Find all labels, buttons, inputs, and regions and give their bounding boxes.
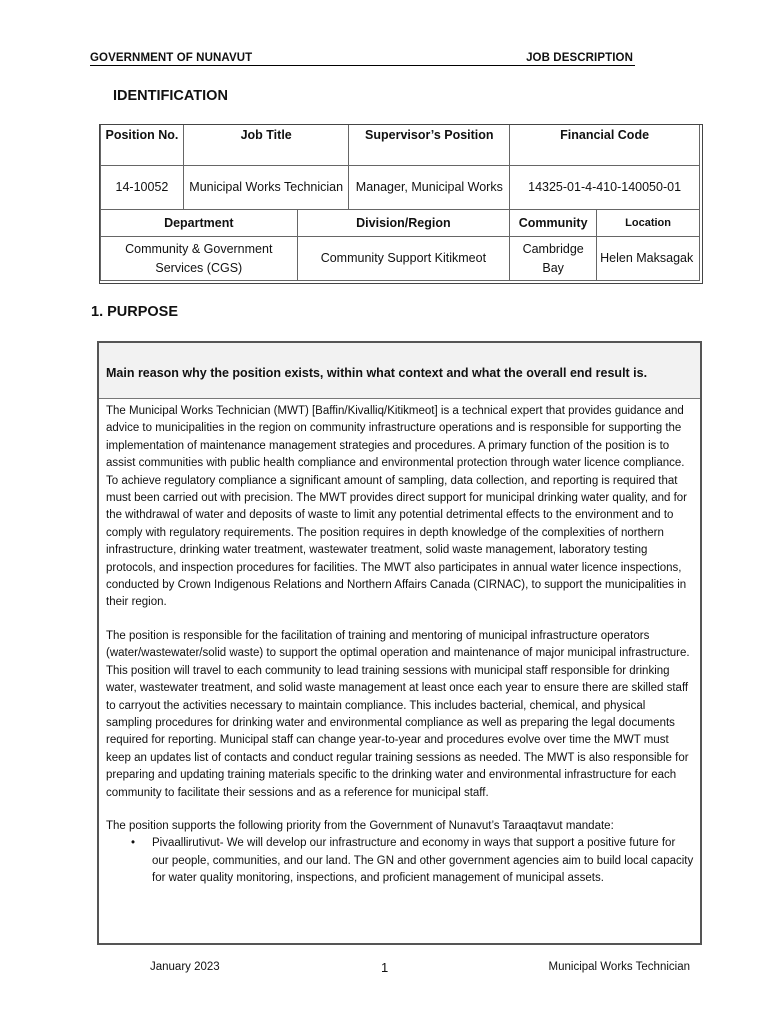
list-item-text: Pivaallirutivut- We will develop our infrastructure and economy in ways that support a positive future for our people, communities, and our land. The GN and other government agencies aim to build local capacity for water quality monitoring, inspections, and proficient management of municipal assets. — [152, 837, 694, 885]
footer-page-number: 1 — [381, 960, 389, 975]
header-document-type: JOB DESCRIPTION — [526, 52, 633, 64]
community-value: Cambridge Bay — [510, 237, 597, 281]
job-title-header: Job Title — [183, 125, 349, 166]
bullet-icon: • — [131, 837, 136, 850]
department-header: Department — [101, 210, 298, 237]
page-header — [90, 48, 635, 66]
identification-title: IDENTIFICATION — [113, 88, 228, 104]
purpose-title: 1. PURPOSE — [91, 304, 179, 320]
supervisor-value: Manager, Municipal Works — [349, 166, 510, 210]
division-header: Division/Region — [297, 210, 510, 237]
financial-code-header: Financial Code — [510, 125, 700, 166]
financial-code-value: 14325-01-4-410-140050-01 — [510, 166, 700, 210]
department-value: Community & Government Services (CGS) — [101, 237, 298, 281]
footer-title: Municipal Works Technician — [548, 961, 690, 973]
job-title-value: Municipal Works Technician — [183, 166, 349, 210]
community-header: Community — [510, 210, 597, 237]
location-value: Helen Maksagak — [597, 237, 700, 281]
purpose-paragraph-3: The position supports the following priority from the Government of Nunavut’s Taraaqtavut mandate: — [106, 819, 614, 832]
position-no-header: Position No. — [101, 125, 184, 166]
identification-table — [100, 124, 700, 281]
header-organization: GOVERNMENT OF NUNAVUT — [90, 52, 253, 64]
division-value: Community Support Kitikmeot — [297, 237, 510, 281]
purpose-box-body — [99, 399, 700, 888]
mandate-list — [106, 835, 694, 887]
purpose-paragraph-2: The position is responsible for the facilitation of training and mentoring of municipal infrastructure operators (water/wastewater/solid waste) to support the optimal operation and maintenance of major municipal infrastructure. This position will travel to each community to lead training sessions with municipal staff responsible for drinking water, wastewater treatment, and solid waste management at least once each year to ensure there are skilled staff to carryout the activities necessary to maintain compliance. This includes bacterial, chemical, and physical sampling procedures for drinking water and environmental compliance as well as preparing the legal documents required for reporting. Municipal staff can change year-to-year and procedures evolve over time the MWT must keep an updates list of contacts and conduct regular training sessions as needed. The MWT is also responsible for preparing and updating training materials specific to the drinking water and environmental infrastructure for each community to facilitate their sessions and as a reference for municipal staff. — [106, 629, 690, 799]
list-item — [131, 835, 694, 887]
position-no-value: 14-10052 — [101, 166, 184, 210]
purpose-box-header: Main reason why the position exists, within what context and what the overall end result is. — [99, 343, 700, 399]
location-header: Location — [597, 210, 700, 237]
footer-date: January 2023 — [150, 961, 220, 973]
purpose-paragraph-1: The Municipal Works Technician (MWT) [Baffin/Kivalliq/Kitikmeot] is a technical expert that provides guidance and advice to municipalities in the region on community infrastructure operations and is responsible for supporting the implementation of maintenance management strategies and procedures. A primary function of the position is to assist communities with public health compliance and environmental protection through water licence compliance. To achieve regulatory compliance a significant amount of sampling, data collection, and reporting is required that must been carried out with precision. The MWT provides direct support for municipal drinking water quality, and for the withdrawal of water and deposits of waste to limit any potential detrimental effects to the environment and to comply with regulatory requirements. The position requires in depth knowledge of the complexities of northern infrastructure, drinking water treatment, wastewater treatment, solid waste management, laboratory testing protocols, and inspection procedures for facilities. The MWT also participates in annual water licence inspections, conducted by Crown Indigenous Relations and Northern Affairs Canada (CIRNAC), to support the municipalities in their region. — [106, 405, 688, 609]
supervisor-header: Supervisor’s Position — [349, 125, 510, 166]
purpose-box — [97, 341, 702, 945]
